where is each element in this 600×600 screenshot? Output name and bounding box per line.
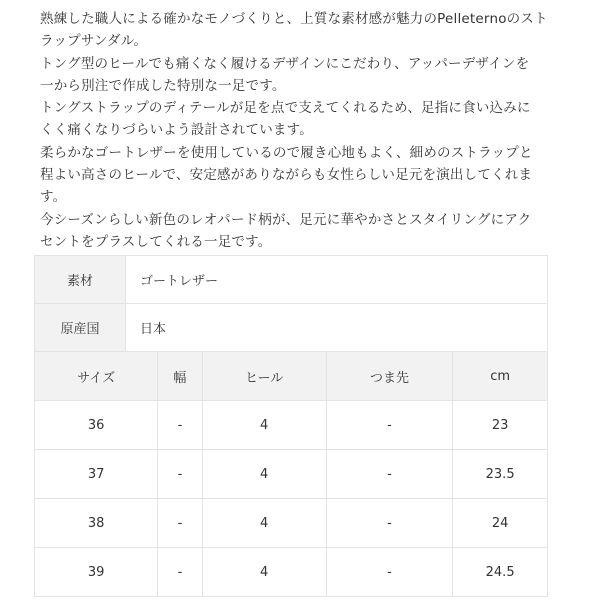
description-line: ラップサンダル。 (40, 33, 148, 50)
description-line: 一から別注で作成した特別な一足です。 (40, 77, 286, 94)
table-cell: 37 (35, 450, 158, 499)
table-cell: 36 (35, 401, 158, 450)
description-line: トング型のヒールでも痛くなく履けるデザインにこだわり、アッパーデザインを (40, 55, 530, 72)
description-line: 熟練した職人による確かなモノづくりと、上質な素材感が魅力のPelleternoのスト (40, 11, 548, 27)
column-header: cm (453, 352, 548, 401)
description-line: くく痛くなりづらいよう設計されています。 (40, 122, 313, 139)
table-row (35, 401, 548, 450)
table-row (35, 499, 548, 548)
column-header: ヒール (202, 352, 326, 401)
table-cell: 38 (35, 499, 158, 548)
column-header: 幅 (158, 352, 202, 401)
description-line: す。 (40, 189, 67, 206)
table-cell: 23 (453, 401, 548, 450)
spec-table (34, 255, 548, 352)
table-cell: 24 (453, 499, 548, 548)
description-line: セントをプラスしてくれる一足です。 (40, 233, 272, 250)
description-line: 柔らかなゴートレザーを使用しているので履き心地もよく、細めのストラップと (40, 144, 533, 161)
spec-label: 素材 (35, 256, 126, 304)
description-line: 今シーズンらしい新色のレオパード柄が、足元に華やかさとスタイリングにアク (40, 211, 532, 228)
table-row (35, 548, 548, 597)
description-line: トングストラップのディテールが足を点で支えてくれるため、足指に食い込みに (40, 100, 531, 117)
table-cell: - (326, 499, 453, 548)
table-row (35, 450, 548, 499)
table-cell: 4 (202, 548, 326, 597)
column-header: サイズ (35, 352, 158, 401)
size-table (34, 351, 548, 597)
table-cell: - (326, 450, 453, 499)
table-cell: - (158, 499, 202, 548)
column-header: つま先 (326, 352, 453, 401)
table-cell: - (158, 548, 202, 597)
product-description (40, 8, 560, 253)
table-cell: 39 (35, 548, 158, 597)
spec-value: ゴートレザー (126, 256, 548, 304)
spec-row-material (35, 256, 548, 304)
table-cell: - (326, 548, 453, 597)
table-cell: 4 (202, 499, 326, 548)
size-table-header (35, 352, 548, 401)
spec-row-origin (35, 304, 548, 352)
table-cell: - (326, 401, 453, 450)
description-line: 程よい高さのヒールで、安定感がありながらも女性らしい足元を演出してくれま (40, 167, 533, 184)
spec-label: 原産国 (35, 304, 126, 352)
table-cell: 4 (202, 450, 326, 499)
table-cell: 24.5 (453, 548, 548, 597)
table-cell: - (158, 450, 202, 499)
table-cell: - (158, 401, 202, 450)
table-cell: 4 (202, 401, 326, 450)
table-cell: 23.5 (453, 450, 548, 499)
spec-value: 日本 (126, 304, 548, 352)
